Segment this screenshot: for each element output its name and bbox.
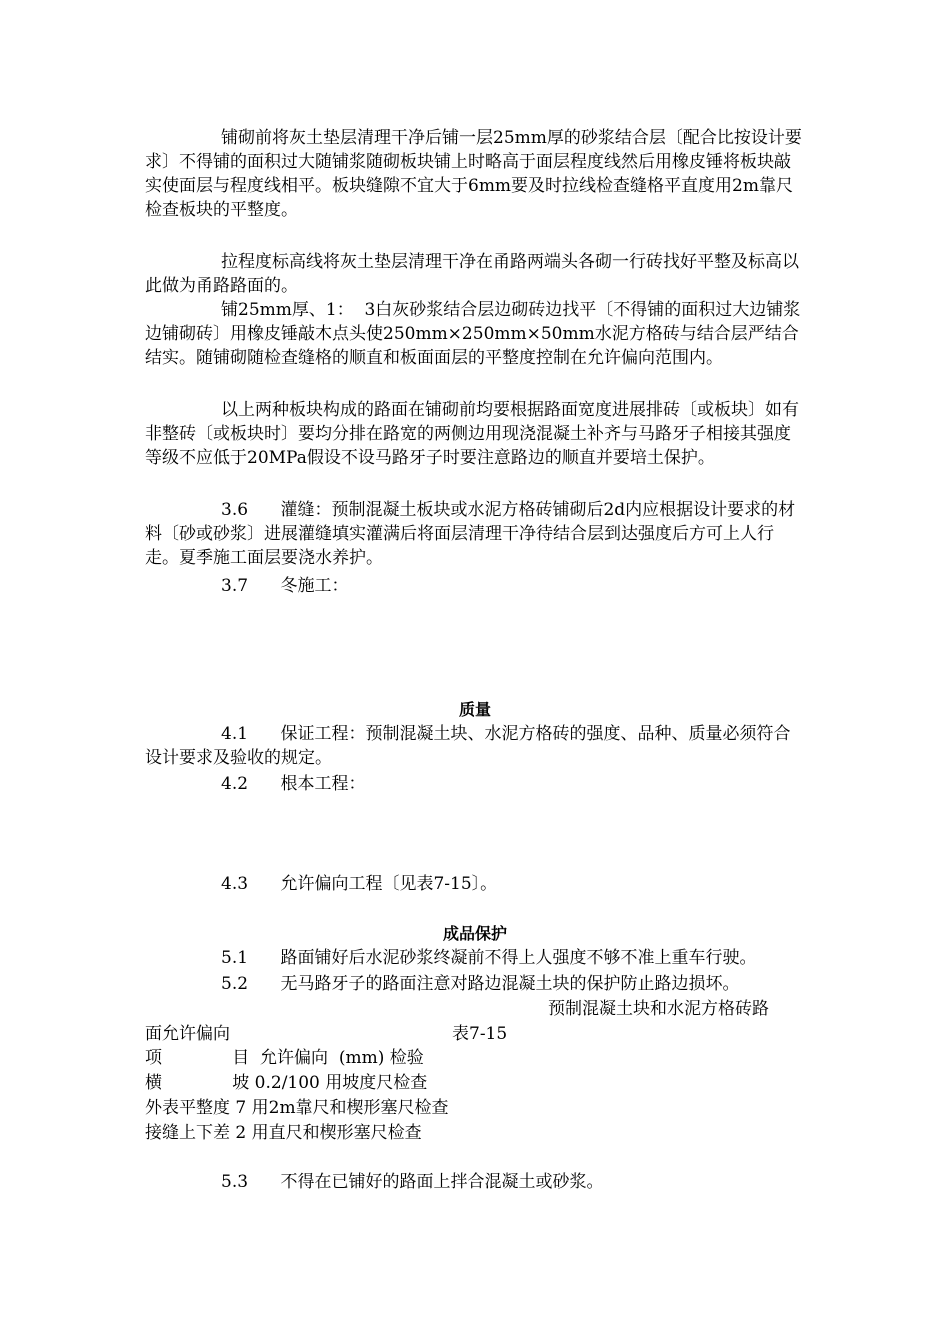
table-caption-line2: 面允许偏向 bbox=[145, 1024, 230, 1044]
paragraph-5-1: 5.1 路面铺好后水泥砂浆终凝前不得上人强度不够不准上重车行驶。 bbox=[221, 948, 757, 968]
table-number: 表7-15 bbox=[452, 1024, 508, 1044]
paragraph-4-2: 4.2 根本工程： bbox=[221, 774, 366, 794]
paragraph-4-3: 4.3 允许偏向工程〔见表7-15〕。 bbox=[221, 874, 498, 894]
paragraph-3-7-winter: 3.7 冬施工： bbox=[221, 576, 349, 596]
paragraph-lime-mortar: 铺25mm厚、1： 3白灰砂浆结合层边砌砖边找平〔不得铺的面积过大边铺浆边铺砌砖〕用橡皮锤敲木点头使250mm×250mm×50mm水泥方格砖与结合层严结合结实。随铺砌随检查缝格的顺直和板面面层的平整度控制在允许偏向范围内。 bbox=[145, 300, 801, 368]
table-header-row: 项 目 允许偏向 (mm) 检验 bbox=[145, 1048, 424, 1068]
paragraph-5-3: 5.3 不得在已铺好的路面上拌合混凝土或砂浆。 bbox=[221, 1172, 604, 1192]
heading-quality: 质量 bbox=[458, 700, 491, 719]
heading-product-protection: 成品保护 bbox=[442, 924, 507, 943]
table-row: 横 坡 0.2/100 用坡度尺检查 bbox=[145, 1073, 428, 1093]
paragraph-3-6-grouting: 3.6 灌缝：预制混凝土板块或水泥方格砖铺砌后2d内应根据设计要求的材料〔砂或砂浆〕进展灌缝填实灌满后将面层清理干净待结合层到达强度后方可上人行走。夏季施工面层要浇水养护。 bbox=[145, 500, 796, 568]
paragraph-brick-layout: 以上两种板块构成的路面在铺砌前均要根据路面宽度进展排砖〔或板块〕如有非整砖〔或板块时〕要均分排在路宽的两侧边用现浇混凝土补齐与马路牙子相接其强度等级不应低于20MPa假设不设马路牙子时要注意路边的顺直并要培土保护。 bbox=[145, 400, 799, 468]
paragraph-level-line: 拉程度标高线将灰土垫层清理干净在甬路两端头各砌一行砖找好平整及标高以此做为甬路路面的。 bbox=[145, 252, 799, 296]
table-caption-line1: 预制混凝土块和水泥方格砖路 bbox=[548, 999, 769, 1019]
paragraph-mortar-bedding: 铺砌前将灰土垫层清理干净后铺一层25mm厚的砂浆结合层〔配合比按设计要求〕不得铺的面积过大随铺浆随砌板块铺上时略高于面层程度线然后用橡皮锤将板块敲实使面层与程度线相平。板块缝隙不宜大于6mm要及时拉线检查缝格平直度用2m靠尺检查板块的平整度。 bbox=[145, 128, 802, 220]
paragraph-4-1: 4.1 保证工程：预制混凝土块、水泥方格砖的强度、品种、质量必须符合设计要求及验收的规定。 bbox=[145, 724, 791, 768]
paragraph-5-2: 5.2 无马路牙子的路面注意对路边混凝土块的保护防止路边损坏。 bbox=[221, 974, 740, 994]
table-row: 接缝上下差 2 用直尺和楔形塞尺检查 bbox=[145, 1123, 422, 1143]
table-row: 外表平整度 7 用2m靠尺和楔形塞尺检查 bbox=[145, 1098, 449, 1118]
